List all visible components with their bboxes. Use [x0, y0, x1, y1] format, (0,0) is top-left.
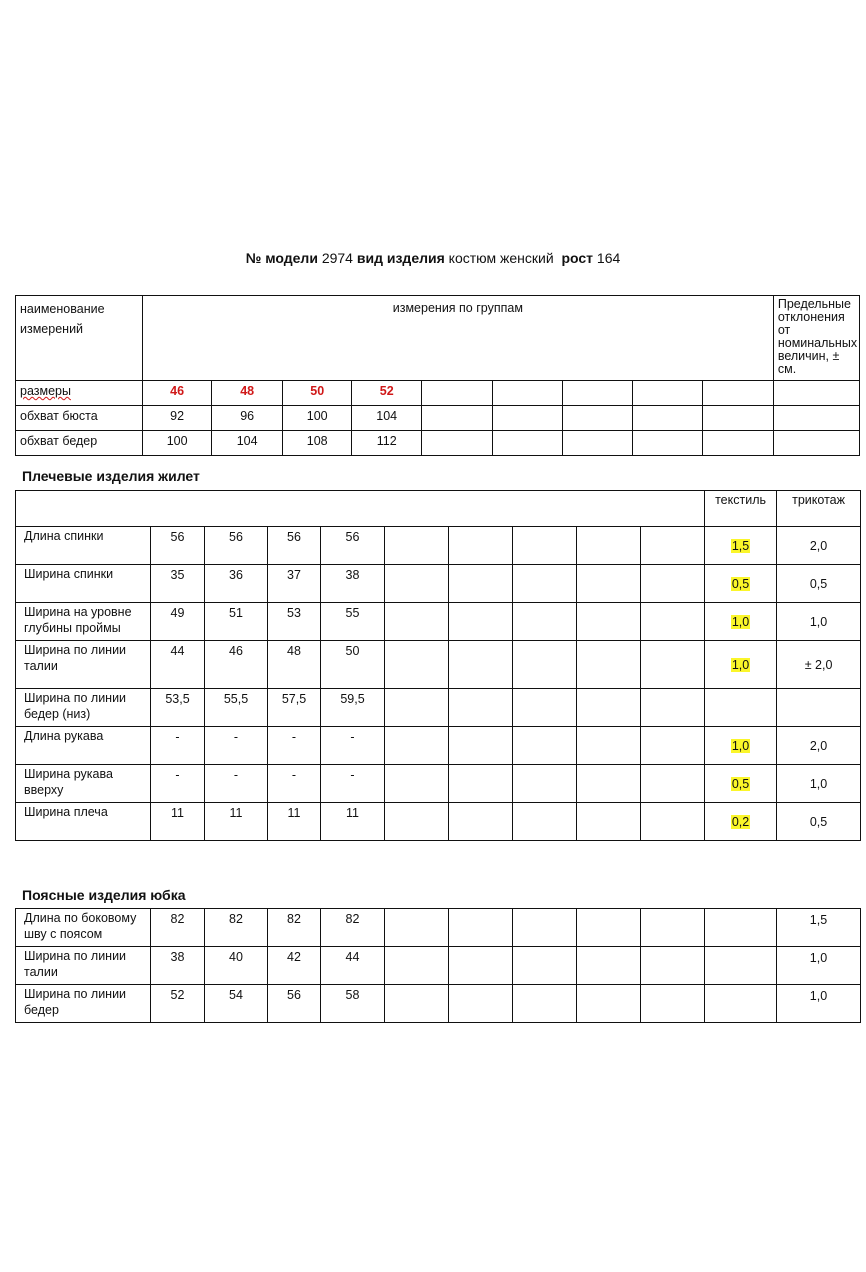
empty-cell — [513, 527, 577, 565]
empty-cell — [705, 909, 777, 947]
table-row — [16, 527, 861, 565]
empty-cell — [641, 985, 705, 1023]
empty-cell — [385, 689, 449, 727]
row-label: Ширина спинки — [16, 565, 151, 603]
table-row — [16, 727, 861, 765]
cell: 46 — [205, 641, 268, 689]
cell: 100 — [142, 431, 212, 456]
empty-cell — [449, 803, 513, 841]
empty-cell — [513, 909, 577, 947]
empty-cell — [577, 803, 641, 841]
empty-cell — [513, 765, 577, 803]
size-cell: 52 — [352, 381, 422, 406]
cell: 50 — [321, 641, 385, 689]
empty-cell — [577, 565, 641, 603]
model-value: 2974 — [321, 250, 353, 266]
textile-cell — [705, 689, 777, 727]
cell: 55,5 — [205, 689, 268, 727]
knit-cell: 2,0 — [777, 727, 861, 765]
textile-value: 0,5 — [731, 776, 750, 791]
table-row — [16, 431, 860, 456]
empty-cell — [641, 947, 705, 985]
cell: 82 — [321, 909, 385, 947]
cell: 54 — [205, 985, 268, 1023]
cell: 92 — [142, 406, 212, 431]
textile-value: 1,0 — [731, 657, 750, 672]
table-row — [16, 909, 861, 947]
tolerance-cell: 1,0 — [777, 985, 861, 1023]
name-header: наименование измерений — [16, 296, 143, 381]
cell: - — [205, 727, 268, 765]
empty-cell — [705, 947, 777, 985]
cell: 82 — [205, 909, 268, 947]
cell: 37 — [268, 565, 321, 603]
cell: 96 — [212, 406, 283, 431]
cell: - — [321, 727, 385, 765]
empty-cell — [641, 727, 705, 765]
empty-cell — [641, 803, 705, 841]
vest-table — [15, 490, 861, 841]
table-row — [16, 689, 861, 727]
empty-cell — [385, 947, 449, 985]
textile-value: 0,5 — [731, 576, 750, 591]
textile-cell — [705, 803, 777, 841]
cell: 56 — [151, 527, 205, 565]
textile-cell — [705, 727, 777, 765]
type-value: костюм женский — [448, 250, 554, 266]
empty-cell — [577, 947, 641, 985]
row-label: Длина по боковому шву с поясом — [16, 909, 151, 947]
model-label: № модели — [245, 250, 318, 266]
textile-value: 0,2 — [731, 814, 750, 829]
cell: 82 — [151, 909, 205, 947]
cell: 59,5 — [321, 689, 385, 727]
row-label: обхват бедер — [16, 431, 143, 456]
empty-cell — [577, 985, 641, 1023]
knit-cell: 0,5 — [777, 565, 861, 603]
empty-cell — [513, 803, 577, 841]
cell: 53 — [268, 603, 321, 641]
textile-cell — [705, 641, 777, 689]
size-cell: 46 — [142, 381, 212, 406]
cell: - — [268, 765, 321, 803]
cell: 11 — [151, 803, 205, 841]
tolerance-cell: 1,0 — [777, 947, 861, 985]
cell: 57,5 — [268, 689, 321, 727]
empty-cell — [449, 603, 513, 641]
cell: 38 — [321, 565, 385, 603]
knit-cell: 1,0 — [777, 765, 861, 803]
empty-cell — [449, 565, 513, 603]
size-cell: 48 — [212, 381, 283, 406]
cell: 112 — [352, 431, 422, 456]
row-label: Ширина рукава вверху — [16, 765, 151, 803]
cell: 56 — [321, 527, 385, 565]
table-row — [16, 803, 861, 841]
cell: 53,5 — [151, 689, 205, 727]
cell: 11 — [321, 803, 385, 841]
cell: 35 — [151, 565, 205, 603]
empty-cell — [577, 527, 641, 565]
col-knit: трикотаж — [777, 491, 861, 527]
row-label: обхват бюста — [16, 406, 143, 431]
cell: 51 — [205, 603, 268, 641]
knit-cell: 1,0 — [777, 603, 861, 641]
measurements-table — [15, 295, 860, 456]
empty-cell — [513, 689, 577, 727]
empty-cell — [449, 909, 513, 947]
tolerance-cell: 1,5 — [777, 909, 861, 947]
cell: 40 — [205, 947, 268, 985]
type-label: вид изделия — [356, 250, 445, 266]
cell: 56 — [268, 527, 321, 565]
cell: 52 — [151, 985, 205, 1023]
size-cell: 50 — [282, 381, 352, 406]
empty-cell — [513, 641, 577, 689]
row-label: Длина спинки — [16, 527, 151, 565]
cell: 44 — [321, 947, 385, 985]
cell: 56 — [205, 527, 268, 565]
empty-cell — [385, 985, 449, 1023]
cell: 44 — [151, 641, 205, 689]
deviation-header: Предельные отклонения от номинальных величин, ± см. — [773, 296, 859, 381]
empty-cell — [513, 565, 577, 603]
empty-cell — [577, 727, 641, 765]
cell: 42 — [268, 947, 321, 985]
cell: 36 — [205, 565, 268, 603]
table-row — [16, 603, 861, 641]
cell: 104 — [352, 406, 422, 431]
textile-value: 1,0 — [731, 614, 750, 629]
cell: 11 — [205, 803, 268, 841]
cell: - — [205, 765, 268, 803]
row-label: Ширина по линии талии — [16, 641, 151, 689]
empty-cell — [513, 947, 577, 985]
table-row — [16, 765, 861, 803]
textile-cell — [705, 565, 777, 603]
knit-cell — [777, 689, 861, 727]
empty-cell — [385, 727, 449, 765]
knit-cell: 0,5 — [777, 803, 861, 841]
row-label: Ширина по линии бедер — [16, 985, 151, 1023]
empty-cell — [513, 603, 577, 641]
col-textile: текстиль — [705, 491, 777, 527]
textile-value: 1,0 — [731, 738, 750, 753]
sizes-row — [16, 381, 860, 406]
cell: 11 — [268, 803, 321, 841]
knit-cell: ± 2,0 — [777, 641, 861, 689]
empty-cell — [513, 727, 577, 765]
empty-cell — [385, 527, 449, 565]
empty-cell — [641, 527, 705, 565]
empty-cell — [449, 727, 513, 765]
row-label: Ширина по линии талии — [16, 947, 151, 985]
empty-cell — [705, 985, 777, 1023]
empty-cell — [577, 603, 641, 641]
empty-cell — [641, 765, 705, 803]
cell: - — [321, 765, 385, 803]
cell: - — [151, 765, 205, 803]
cell: 48 — [268, 641, 321, 689]
empty-cell — [449, 765, 513, 803]
cell: 100 — [282, 406, 352, 431]
textile-cell — [705, 765, 777, 803]
empty-cell — [577, 909, 641, 947]
empty-cell — [513, 985, 577, 1023]
cell: 38 — [151, 947, 205, 985]
empty-cell — [385, 909, 449, 947]
empty-cell — [449, 985, 513, 1023]
page-title — [0, 250, 866, 266]
empty-cell — [641, 565, 705, 603]
empty-cell — [385, 641, 449, 689]
cell: 108 — [282, 431, 352, 456]
empty-cell — [641, 603, 705, 641]
cell: 104 — [212, 431, 283, 456]
table-row — [16, 565, 861, 603]
empty-cell — [641, 689, 705, 727]
textile-cell — [705, 527, 777, 565]
row-label: Ширина по линии бедер (низ) — [16, 689, 151, 727]
skirt-table — [15, 908, 861, 1023]
textile-value: 1,5 — [731, 538, 750, 553]
empty-cell — [449, 947, 513, 985]
cell: - — [268, 727, 321, 765]
empty-cell — [641, 909, 705, 947]
empty-cell — [385, 765, 449, 803]
row-label: Длина рукава — [16, 727, 151, 765]
empty-cell — [385, 565, 449, 603]
empty-cell — [449, 641, 513, 689]
empty-cell — [577, 641, 641, 689]
table-row — [16, 641, 861, 689]
cell: 58 — [321, 985, 385, 1023]
textile-cell — [705, 603, 777, 641]
height-label: рост — [561, 250, 594, 266]
cell: 56 — [268, 985, 321, 1023]
cell: 49 — [151, 603, 205, 641]
cell: - — [151, 727, 205, 765]
table-row — [16, 406, 860, 431]
table-row — [16, 985, 861, 1023]
empty-cell — [449, 689, 513, 727]
cell: 82 — [268, 909, 321, 947]
empty-cell — [577, 689, 641, 727]
empty-cell — [449, 527, 513, 565]
row-label: Ширина на уровне глубины проймы — [16, 603, 151, 641]
sizes-label: размеры — [20, 384, 71, 398]
empty-cell — [385, 603, 449, 641]
skirt-section-title: Поясные изделия юбка — [22, 887, 186, 903]
empty-cell — [577, 765, 641, 803]
height-value: 164 — [596, 250, 621, 266]
cell: 55 — [321, 603, 385, 641]
group-header: измерения по группам — [142, 296, 773, 381]
table-row — [16, 947, 861, 985]
knit-cell: 2,0 — [777, 527, 861, 565]
row-label: Ширина плеча — [16, 803, 151, 841]
vest-section-title: Плечевые изделия жилет — [22, 468, 200, 484]
empty-cell — [641, 641, 705, 689]
empty-cell — [385, 803, 449, 841]
